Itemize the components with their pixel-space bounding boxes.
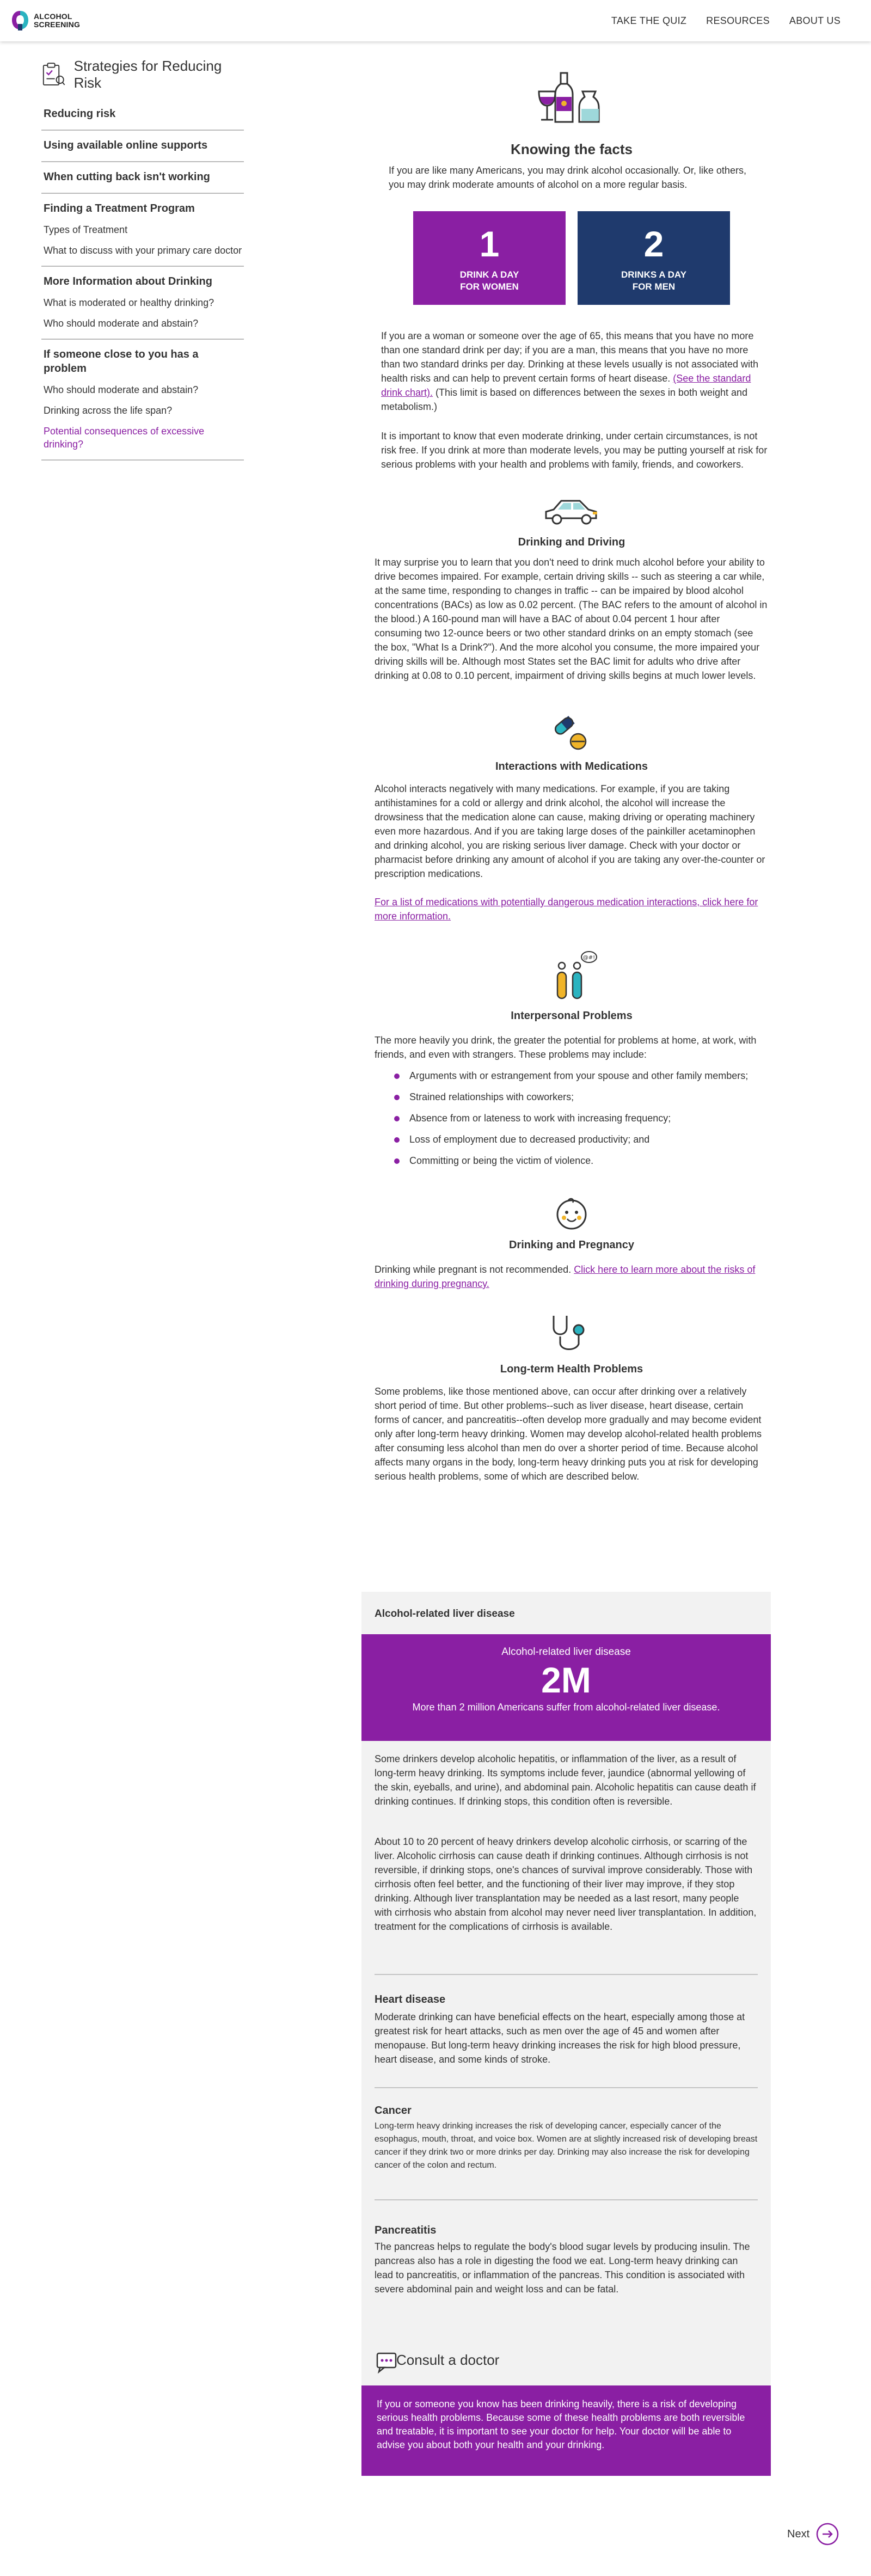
drink-limits (375, 211, 769, 305)
men-limit-label-2: FOR MEN (632, 281, 676, 292)
logo-icon (11, 10, 29, 32)
consult-doctor-panel (361, 2342, 771, 2476)
driving-text: It may surprise you to learn that you don't need to drink much alcohol before your ability to drive becomes impaired. For example, certain driving skills -- such as steering a car while, at the same time, responding to changes in traffic -- can be impaired by blood alcohol concentrations (BACs) as low as 0.02 percent. (The BAC refers to the amount of alcohol in the blood.) A 160-pound man will have a BAC of about 0.04 percent 1 hour after consuming two 12-ounce beers or two other standard drinks on an empty stomach (see the box, "What Is a Drink?"). And the more alcohol you consume, the more impaired your driving skills will be. Although most States set the BAC limit for adults who drive after drinking at 0.08 to 0.10 percent, impairment of driving skills begins at much lower levels. (375, 557, 768, 681)
sidebar-group (41, 194, 244, 267)
next-label: Next (787, 2528, 810, 2540)
section-divider (375, 2087, 758, 2088)
medications-text: Alcohol interacts negatively with many medications. For example, if you are taking antihistamines for a cold or allergy and drink alcohol, the alcohol will increase the drowsiness that the medication alone can cause, making driving or operating machinery even more hazardous. And if you are taking large doses of the painkiller acetaminophen and drinking alcohol, you are risking serious liver damage. Check with your doctor or pharmacist before drinking any amount of alcohol if you are taking any over-the-counter or prescription medications. (375, 783, 765, 879)
nav-about-us[interactable]: ABOUT US (789, 15, 841, 26)
arrow-right-icon (816, 2523, 839, 2546)
women-limit-label-1: DRINK A DAY (459, 269, 519, 280)
medications-list-link[interactable]: For a list of medications with potentially dangerous medication interactions, click here for more information. (375, 897, 758, 922)
consult-text: If you or someone you know has been drinking heavily, there is a risk of developing serious health problems. Because some of these health problems are both reversible and treatable, it is important to see your doctor for help. Your doctor will be able to advise you about both your health and your drinking. (361, 2385, 771, 2476)
liver-stat-caption: More than 2 million Americans suffer from alcohol-related liver disease. (412, 1702, 720, 1713)
nav-take-the-quiz[interactable]: TAKE THE QUIZ (611, 15, 687, 26)
section-divider (375, 1974, 758, 1975)
list-item: Arguments with or estrangement from your spouse and other family members; (394, 1069, 769, 1083)
next-button[interactable] (787, 2523, 839, 2546)
pregnancy-risks-link[interactable]: Click here to learn more about the risks of drinking during pregnancy. (375, 1264, 756, 1289)
liver-stat-title: Alcohol-related liver disease (501, 1646, 631, 1658)
pregnancy-title: Drinking and Pregnancy (508, 1239, 635, 1251)
men-limit-card (578, 211, 730, 305)
pregnancy-text: Drinking while pregnant is not recommended. Click here to learn more about the risks of drinking during pregnancy. (375, 1264, 756, 1289)
men-limit-number: 2 (643, 224, 664, 264)
sidebar-subitem-moderated-drinking[interactable]: What is moderated or healthy drinking? (44, 297, 214, 308)
heart-disease-title: Heart disease (375, 1994, 446, 2005)
sidebar-subitem-moderate-abstain-2[interactable]: Who should moderate and abstain? (44, 384, 199, 395)
sidebar-subitem-moderate-abstain[interactable]: Who should moderate and abstain? (44, 318, 199, 329)
pills-icon (550, 712, 593, 752)
sidebar-item-more-information[interactable]: More Information about Drinking (44, 275, 212, 287)
men-limit-label-1: DRINKS A DAY (621, 269, 686, 280)
nav-resources[interactable]: RESOURCES (706, 15, 770, 26)
sidebar-item-someone-close[interactable]: If someone close to you has a problem (44, 348, 199, 375)
site-logo[interactable] (11, 10, 80, 32)
sidebar-item-online-supports[interactable]: Using available online supports (44, 139, 208, 151)
long-term-title: Long-term Health Problems (500, 1363, 643, 1375)
liver-disease-panel (361, 1592, 771, 2342)
sidebar-item-treatment-program[interactable]: Finding a Treatment Program (44, 203, 195, 214)
knowing-facts-title: Knowing the facts (511, 141, 633, 157)
women-limit-card (413, 211, 566, 305)
people-arguing-icon (544, 949, 599, 1003)
list-item: Absence from or lateness to work with increasing frequency; (394, 1112, 769, 1125)
sidebar-title-text: Strategies for Reducing Risk (73, 58, 222, 91)
site-header (0, 0, 871, 41)
medications-title: Interactions with Medications (495, 760, 648, 772)
stethoscope-icon (547, 1312, 596, 1356)
list-item: Strained relationships with coworkers; (394, 1090, 769, 1104)
interpersonal-text: The more heavily you drink, the greater the potential for problems at home, at work, with friends, and even with strangers. These problems may include: (375, 1035, 757, 1060)
liver-cirrhosis-text: About 10 to 20 percent of heavy drinkers develop alcoholic cirrhosis, or scarring of the liver. Alcoholic cirrhosis can cause death if drinking continues. Although cirrhosis is not reversible, if drinking stops, one's chances of survival improve considerably. Those with cirrhosis often feel better, and the functioning of their liver may improve, if they stop drinking. Although liver transplantation may be needed as a last resort, many people with cirrhosis who abstain from alcohol may never need liver transplantation. In addition, treatment for the complications of cirrhosis is available. (375, 1836, 757, 1932)
checklist-icon (41, 62, 65, 88)
liver-stat-banner (361, 1634, 771, 1741)
women-limit-number: 1 (479, 224, 500, 264)
sidebar-item-cutting-back[interactable]: When cutting back isn't working (44, 171, 210, 183)
sidebar-subitem-life-span[interactable]: Drinking across the life span? (44, 405, 173, 416)
consult-title: Consult a doctor (396, 2352, 500, 2368)
knowing-intro: If you are like many Americans, you may drink alcohol occasionally. Or, like others, you may drink moderate amounts of alcohol on a more regular basis. (389, 165, 746, 190)
sidebar-subitem-consequences[interactable]: Potential consequences of excessive drinking? (44, 426, 205, 450)
interpersonal-title: Interpersonal Problems (511, 1010, 633, 1022)
driving-title: Drinking and Driving (518, 536, 625, 548)
sidebar-group (41, 340, 244, 461)
sidebar-group (41, 267, 244, 340)
standard-drink-paragraph: If you are a woman or someone over the age of 65, this means that you have no more than one standard drink per day; if you are a man, this means that you have no more than two standard drinks per day. Drinking at these levels usually is not associated with health risks and can help to prevent certain forms of heart disease. (See the standard drink chart). (This limit is based on differences between the sexes in both weight and metabolism.) (381, 330, 759, 412)
sidebar-group (41, 131, 244, 162)
sidebar (41, 58, 244, 461)
list-item: Loss of employment due to decreased productivity; and (394, 1133, 769, 1146)
long-term-text: Some problems, like those mentioned above, can occur after drinking over a relatively short period of time. But other problems--such as liver disease, heart disease, certain forms of cancer, and pancreatitis--often develop more gradually and may become evident only after long-term heavy drinking. Women may develop alcohol-related health problems after consuming less alcohol than men do over a shorter period of time. Because alcohol affects many organs in the body, long-term heavy drinking puts you at risk for developing serious health problems, some of which are described below. (375, 1386, 762, 1482)
sidebar-title (41, 58, 244, 91)
standard-drink-chart-link[interactable]: (See the standard drink chart). (381, 373, 751, 398)
cancer-title: Cancer (375, 2105, 412, 2117)
pancreatitis-text: The pancreas helps to regulate the body's blood sugar levels by producing insulin. The pancreas also has a role in digesting the food we eat. Long-term heavy drinking can lead to pancreatitis, or inflammation of the pancreas. This condition is associated with severe abdominal pain and weight loss and can be fatal. (375, 2241, 750, 2295)
women-limit-label-2: FOR WOMEN (460, 281, 519, 292)
pancreatitis-title: Pancreatitis (375, 2224, 437, 2236)
logo-line-2: SCREENING (34, 20, 81, 29)
interpersonal-list (394, 1069, 769, 1168)
sidebar-item-reducing-risk[interactable]: Reducing risk (44, 108, 116, 120)
liver-hepatitis-text: Some drinkers develop alcoholic hepatitis, or inflammation of the liver, as a result of long-term heavy drinking. Its symptoms include fever, jaundice (abnormal yellowing of the skin, eyeballs, and urine), and abdominal pain. Alcoholic hepatitis can cause death if drinking continues. If drinking stops, this condition often is reversible. (375, 1753, 756, 1807)
car-icon (542, 496, 602, 528)
baby-face-icon (554, 1196, 589, 1231)
sidebar-group (41, 99, 244, 131)
cancer-text: Long-term heavy drinking increases the risk of developing cancer, especially cancer of the esophagus, mouth, throat, and voice box. Women are at slightly increased risk of developing breast cancer if they drink two or more drinks per day. Drinking may also increase the risk for developing cancer of the colon and rectum. (375, 2121, 758, 2170)
logo-line-1: ALCOHOL (34, 12, 72, 21)
main-content (375, 65, 769, 1483)
svg-text:@#!: @#! (582, 955, 596, 961)
section-divider (375, 2199, 758, 2200)
sidebar-subitem-primary-care[interactable]: What to discuss with your primary care doctor (44, 245, 242, 256)
list-item: Committing or being the victim of violence. (394, 1154, 769, 1168)
top-nav (611, 15, 841, 27)
heart-disease-text: Moderate drinking can have beneficial effects on the heart, especially among those at greatest risk for heart attacks, such as men over the age of 45 and women after menopause. But long-term heavy drinking increases the risk for high blood pressure, heart disease, and some kinds of stroke. (375, 2011, 745, 2065)
chat-bubble-icon (376, 2352, 397, 2373)
drinks-illustration-icon (528, 65, 615, 131)
risk-paragraph: It is important to know that even moderate drinking, under certain circumstances, is not risk free. If you drink at more than moderate levels, you may be putting yourself at risk for serious problems with your health and problems with family, friends, and coworkers. (381, 431, 768, 470)
liver-panel-heading: Alcohol-related liver disease (375, 1608, 515, 1620)
sidebar-group (41, 162, 244, 194)
sidebar-subitem-types-of-treatment[interactable]: Types of Treatment (44, 224, 128, 235)
liver-stat-number: 2M (541, 1660, 591, 1700)
